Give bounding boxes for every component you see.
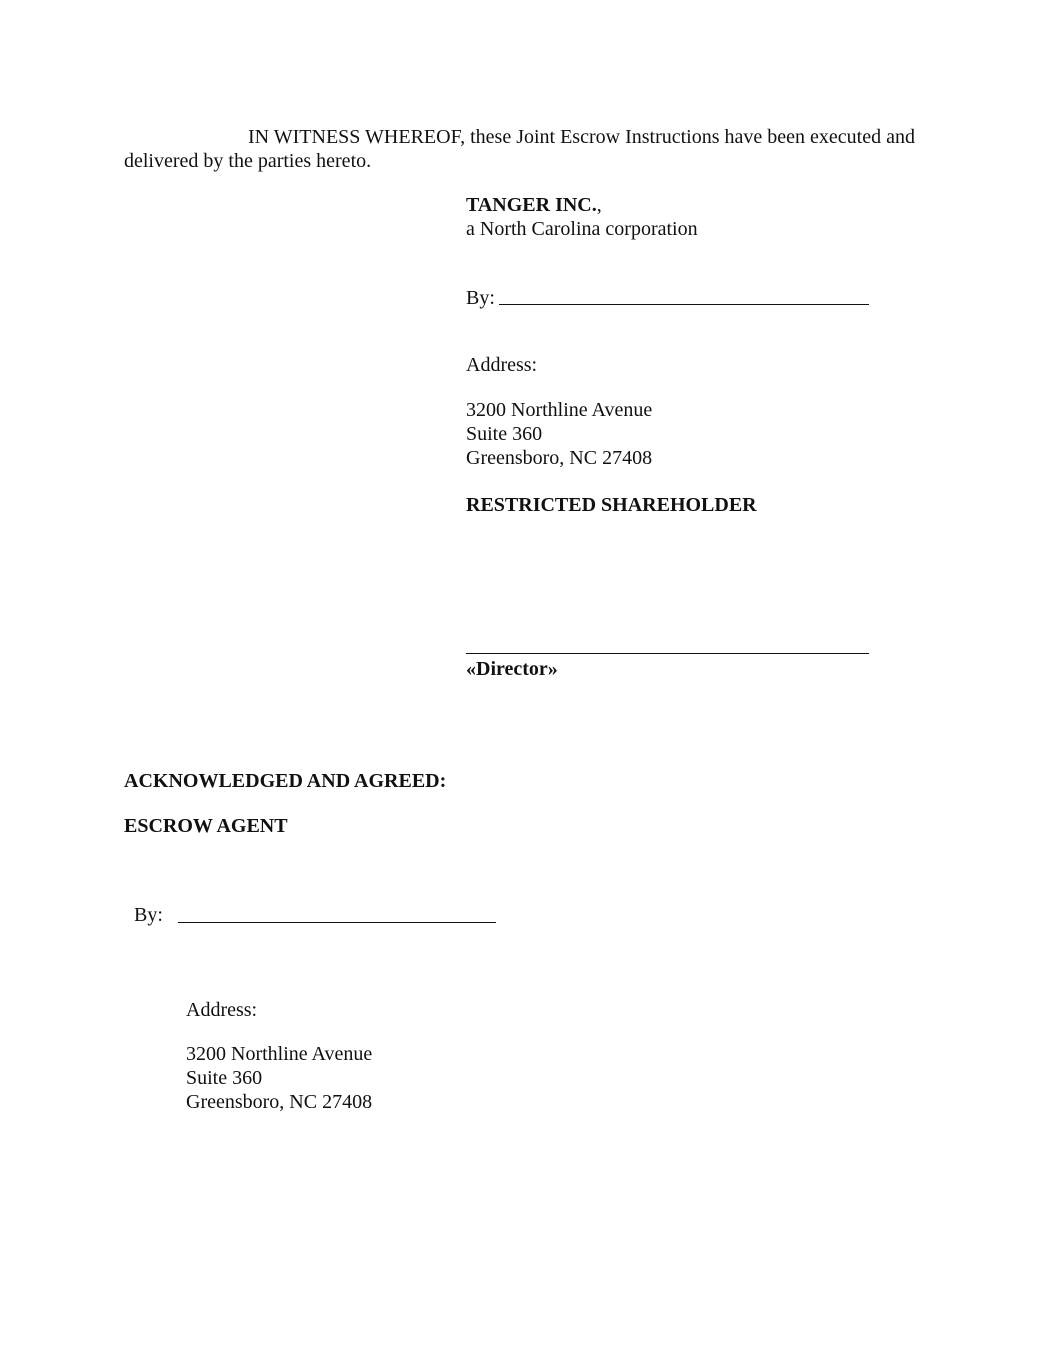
company-signature-line[interactable] <box>499 304 869 305</box>
shareholder-signatory: «Director» <box>466 658 558 680</box>
shareholder-signature-line[interactable] <box>466 653 869 654</box>
company-address-label: Address: <box>466 354 538 376</box>
escrow-by-label: By: <box>134 904 163 926</box>
escrow-address-label: Address: <box>186 999 258 1021</box>
company-address-line-3: Greensboro, NC 27408 <box>466 447 653 469</box>
shareholder-heading: RESTRICTED SHAREHOLDER <box>466 494 757 516</box>
intro-line-1: IN WITNESS WHEREOF, these Joint Escrow Instructions have been executed and <box>248 126 915 148</box>
acknowledgement-heading: ACKNOWLEDGED AND AGREED: <box>124 770 447 792</box>
company-address-line-2: Suite 360 <box>466 423 543 445</box>
company-by-label: By: <box>466 287 495 309</box>
company-name-line <box>466 193 602 217</box>
company-name: TANGER INC. <box>466 194 597 216</box>
company-address-line-1: 3200 Northline Avenue <box>466 399 653 421</box>
escrow-signature-line[interactable] <box>178 922 496 923</box>
escrow-address-line-2: Suite 360 <box>186 1067 263 1089</box>
escrow-agent-label: ESCROW AGENT <box>124 815 288 837</box>
escrow-address-line-1: 3200 Northline Avenue <box>186 1043 373 1065</box>
escrow-address-line-3: Greensboro, NC 27408 <box>186 1091 373 1113</box>
company-description: a North Carolina corporation <box>466 218 698 240</box>
company-name-suffix: , <box>596 194 602 216</box>
intro-line-2: delivered by the parties hereto. <box>124 150 372 172</box>
